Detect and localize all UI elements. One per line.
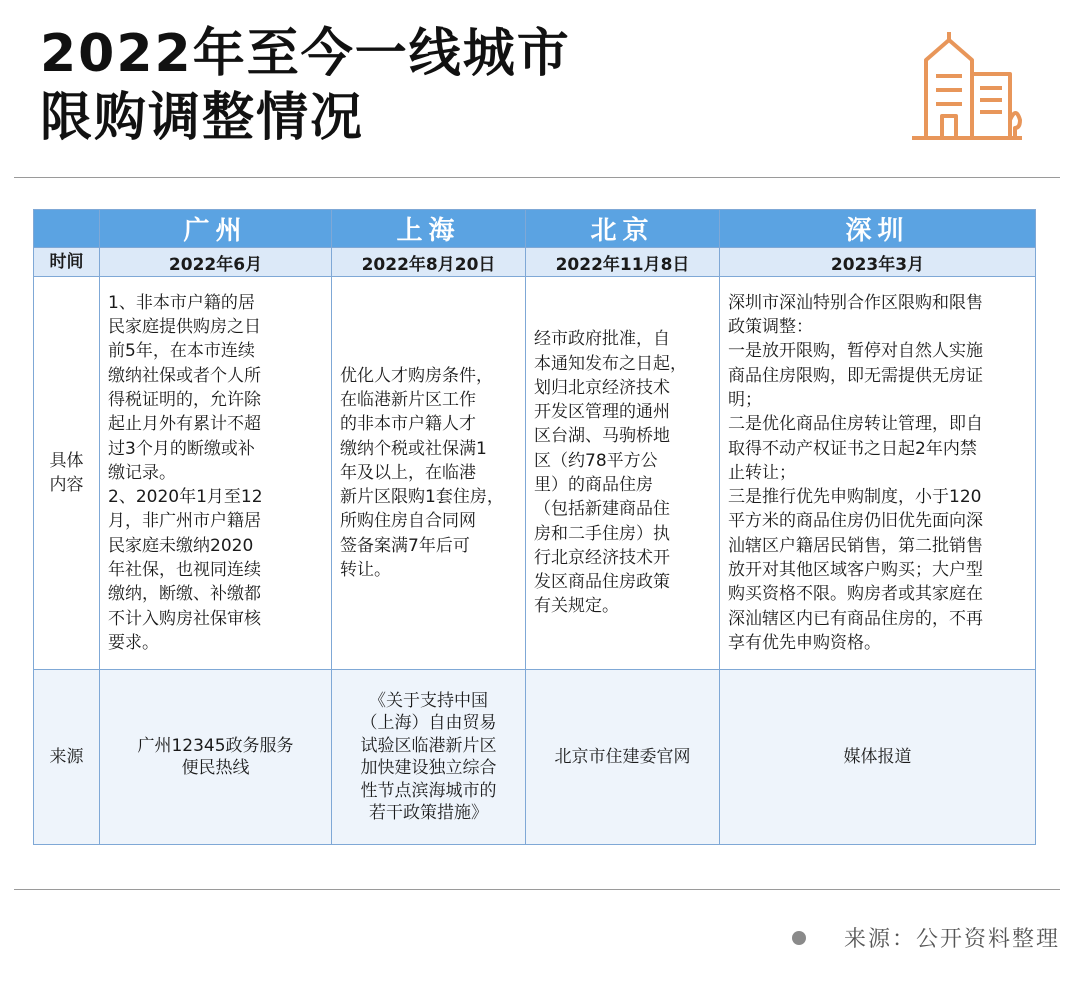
source-guangzhou-cell [100, 670, 332, 845]
footer-source [792, 922, 1060, 953]
page-title [40, 22, 571, 150]
city-header-row [34, 210, 1036, 248]
city-shanghai: 上海 [332, 210, 526, 248]
top-divider [14, 177, 1060, 178]
content-beijing-cell [526, 277, 720, 670]
date-beijing: 2022年11月8日 [526, 248, 720, 277]
source-shanghai: 《关于支持中国 （上海）自由贸易 试验区临港新片区 加快建设独立综合 性节点滨海城市的 若干政策措施》 [360, 690, 497, 823]
city-shenzhen: 深圳 [720, 210, 1036, 248]
date-shenzhen: 2023年3月 [720, 248, 1036, 277]
content-label-text: 具体 内容 [49, 450, 84, 495]
content-shanghai: 优化人才购房条件， 在临港新片区工作 的非本市户籍人才 缴纳个税或社保满1 年及以上，在临港 新片区限购1套住房， 所购住房自合同网 签备案满7年后可 转让。 [340, 365, 504, 581]
policy-table [33, 209, 1036, 845]
content-beijing: 经市政府批准，自 本通知发布之日起， 划归北京经济技术 开发区管理的通州 区台湖、马驹桥地 区（约78平方公 里）的商品住房 （包括新建商品住 房和二手住房）执 行北京经济技术开 发区商品住房政策 有关规定。 [534, 329, 687, 617]
city-buildings-icon [906, 30, 1026, 148]
content-row [34, 277, 1036, 670]
bottom-divider [14, 889, 1060, 890]
city-guangzhou: 广州 [100, 210, 332, 248]
source-row [34, 670, 1036, 845]
date-row [34, 248, 1036, 277]
header-corner [34, 210, 100, 248]
bullet-dot-icon [792, 931, 806, 945]
content-guangzhou-cell [100, 277, 332, 670]
content-label [34, 277, 100, 670]
title-line-1: 2022年至今一线城市 [40, 24, 571, 84]
title-line-2: 限购调整情况 [40, 88, 365, 148]
city-beijing: 北京 [526, 210, 720, 248]
content-shanghai-cell [332, 277, 526, 670]
content-guangzhou: 1、非本市户籍的居 民家庭提供购房之日 前5年，在本市连续 缴纳社保或者个人所 得税证明的，允许除 起止月外有累计不超 过3个月的断缴或补 缴记录。 2、2020年1月至12 月，非广州市户籍居 民家庭未缴纳2020 年社保，也视同连续 缴纳，断缴、补缴都 不计入购房社保审核 要求。 [108, 292, 263, 653]
source-shenzhen-cell [720, 670, 1036, 845]
footer-source-text: 来源：公开资料整理 [843, 927, 1060, 952]
source-shenzhen: 媒体报道 [843, 746, 912, 767]
source-shanghai-cell [332, 670, 526, 845]
source-beijing-cell [526, 670, 720, 845]
source-label: 来源 [34, 670, 100, 845]
date-guangzhou: 2022年6月 [100, 248, 332, 277]
content-shenzhen-cell [720, 277, 1036, 670]
content-shenzhen: 深圳市深汕特别合作区限购和限售 政策调整： 一是放开限购，暂停对自然人实施 商品住房限购，即无需提供无房证 明； 二是优化商品住房转让管理，即自 取得不动产权证书之日起2年内禁 止转让； 三是推行优先申购制度，小于120 平方米的商品住房仍旧优先面向深 汕辖区户籍居民销售，第二批销售 放开对其他区域客户购买；大户型 购买资格不限。购房者或其家庭在 深汕辖区内已有商品住房的，不再 享有优先申购资格。 [728, 292, 983, 653]
date-shanghai: 2022年8月20日 [332, 248, 526, 277]
time-label: 时间 [34, 248, 100, 277]
source-beijing: 北京市住建委官网 [554, 746, 691, 767]
source-guangzhou: 广州12345政务服务 便民热线 [137, 735, 294, 778]
